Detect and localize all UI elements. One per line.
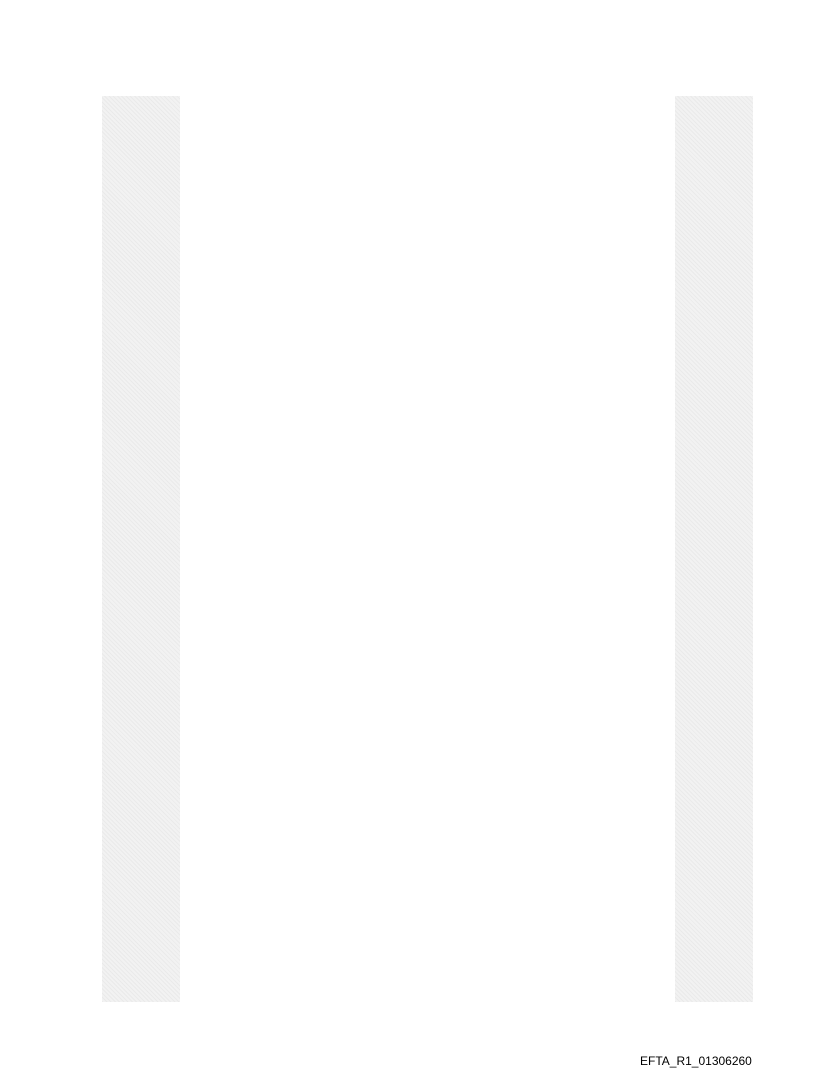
- text-line: [183, 317, 635, 331]
- text-line: [183, 401, 635, 415]
- text-line: [183, 303, 635, 317]
- text-line: [183, 637, 635, 651]
- text-line: [183, 373, 635, 387]
- text-line: [183, 887, 635, 901]
- text-line: [183, 845, 635, 859]
- text-line: [183, 178, 635, 192]
- left-margin-band: [102, 96, 180, 1002]
- right-margin-band: [675, 96, 753, 1002]
- text-line: [183, 817, 635, 831]
- text-line: [183, 109, 635, 123]
- body-text-block: [183, 95, 635, 975]
- text-line: [183, 678, 635, 692]
- text-line: [183, 748, 635, 762]
- text-line: [183, 706, 635, 720]
- text-line: [183, 164, 635, 178]
- text-line: [183, 442, 635, 456]
- text-line: [183, 651, 635, 665]
- text-line: [183, 859, 635, 873]
- text-line: [183, 276, 635, 290]
- text-line: [183, 956, 635, 970]
- text-line: [183, 526, 635, 540]
- text-line: [183, 901, 635, 915]
- text-line: [183, 553, 635, 567]
- text-line: [183, 762, 635, 776]
- text-line: [183, 928, 635, 942]
- text-line: [183, 331, 635, 345]
- text-line: [183, 595, 635, 609]
- text-line: [183, 623, 635, 637]
- text-line: [183, 428, 635, 442]
- text-line: [183, 151, 635, 165]
- text-line: [183, 484, 635, 498]
- document-id-label: EFTA_R1_01306260: [640, 1054, 752, 1068]
- text-line: [183, 289, 635, 303]
- text-line: [183, 359, 635, 373]
- text-line: [183, 123, 635, 137]
- text-line: [183, 942, 635, 956]
- text-line: [183, 262, 635, 276]
- text-line: [183, 192, 635, 206]
- text-line: [183, 414, 635, 428]
- text-line: [183, 387, 635, 401]
- text-line: [183, 498, 635, 512]
- text-line: [183, 512, 635, 526]
- text-line: [183, 456, 635, 470]
- text-line: [183, 345, 635, 359]
- text-line: [183, 692, 635, 706]
- text-line: [183, 915, 635, 929]
- text-line: [183, 873, 635, 887]
- text-line: [183, 220, 635, 234]
- text-line: [183, 234, 635, 248]
- text-line: [183, 567, 635, 581]
- text-line: [183, 137, 635, 151]
- text-line: [183, 470, 635, 484]
- text-line: [183, 720, 635, 734]
- text-line: [183, 734, 635, 748]
- text-line: [183, 790, 635, 804]
- text-line: [183, 540, 635, 554]
- text-line: [183, 248, 635, 262]
- text-line: [183, 776, 635, 790]
- text-line: [183, 581, 635, 595]
- text-line: [183, 95, 635, 109]
- text-line: [183, 206, 635, 220]
- text-line: [183, 665, 635, 679]
- text-line: [183, 803, 635, 817]
- text-line: [183, 609, 635, 623]
- text-line: [183, 831, 635, 845]
